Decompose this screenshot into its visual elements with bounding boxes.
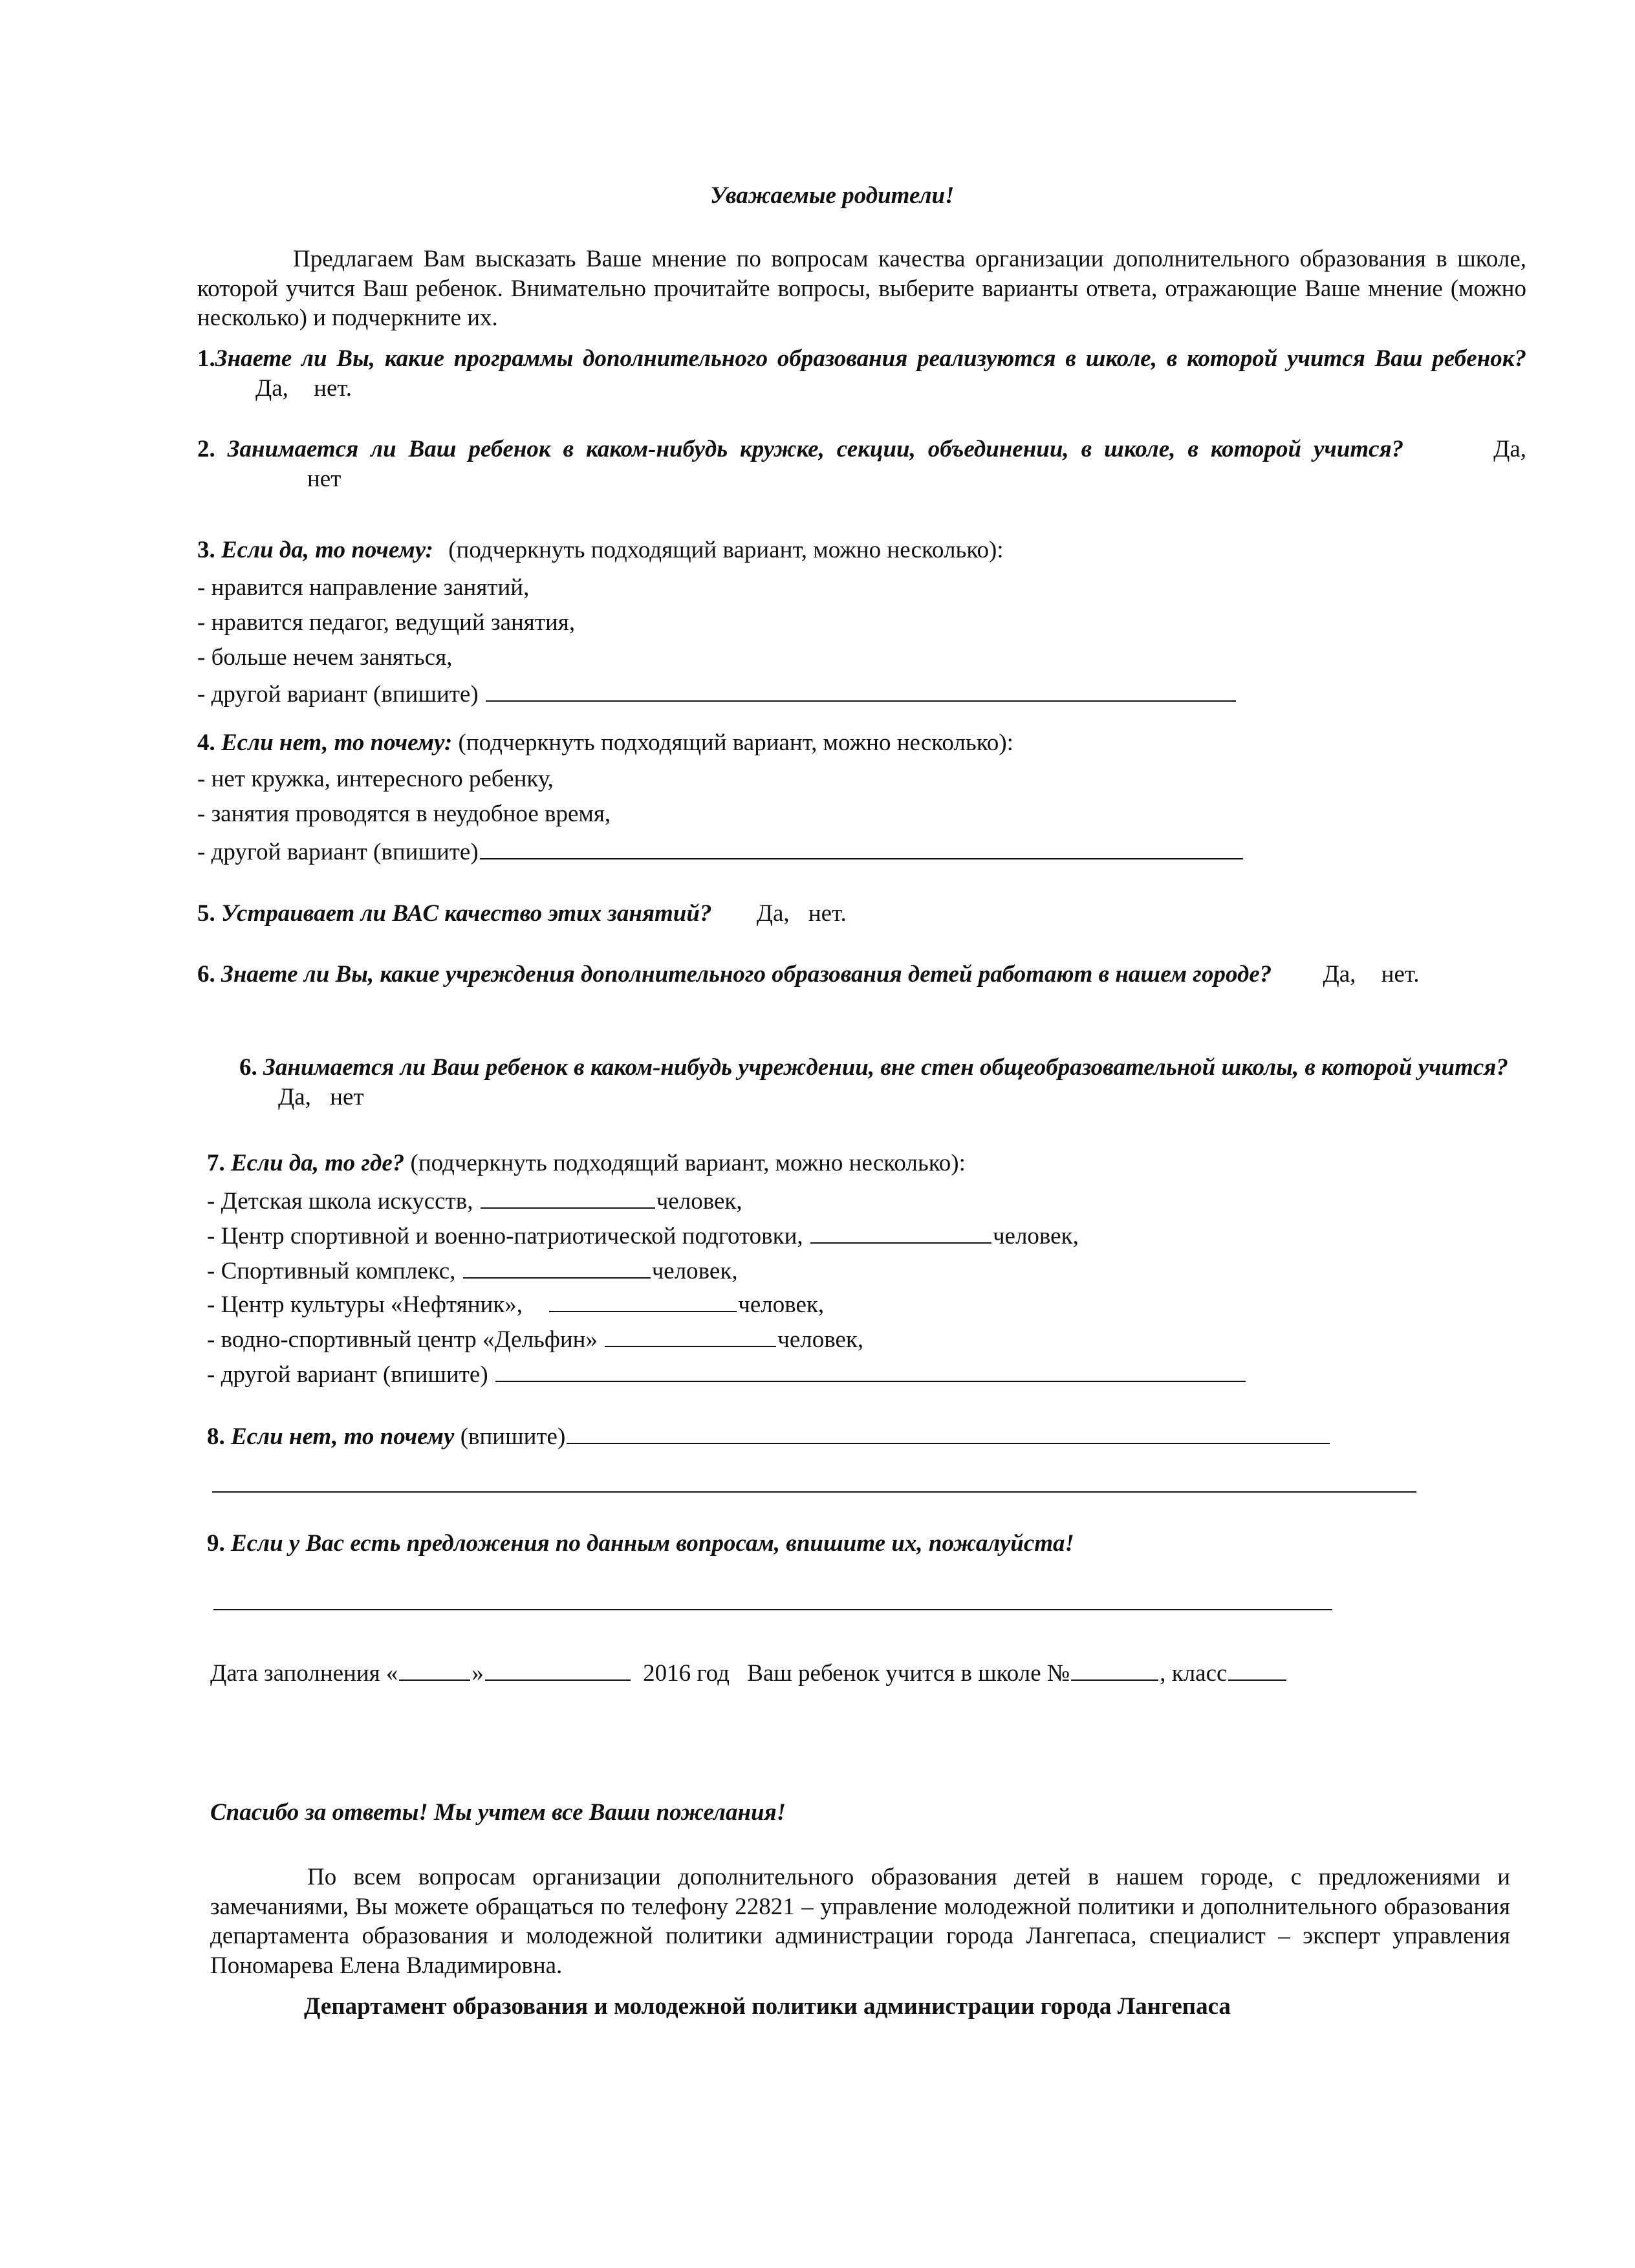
question-hint: (подчеркнуть подходящий вариант, можно несколько): (458, 729, 1013, 756)
answer-no[interactable]: нет (307, 465, 341, 492)
question-number: 5. (197, 900, 215, 927)
write-in-field[interactable] (486, 676, 1236, 702)
question-number: 4. (197, 729, 215, 756)
answer-yes[interactable]: Да, (1493, 436, 1527, 462)
question-number: 1. (197, 345, 215, 372)
write-in-field[interactable] (495, 1357, 1246, 1382)
count-field[interactable] (481, 1183, 655, 1209)
option-other (197, 834, 1244, 867)
write-in-line[interactable] (213, 1609, 1332, 1610)
date-quote: » (471, 1660, 484, 1687)
question-text: Если нет, то почему (231, 1423, 455, 1450)
question-number: 9. (207, 1530, 225, 1557)
count-field[interactable] (605, 1322, 776, 1347)
option-other (197, 676, 1237, 709)
answer-no[interactable]: нет (330, 1083, 364, 1110)
option-item[interactable]: - другой вариант (впишите) (197, 681, 479, 707)
school-number-field[interactable] (1071, 1656, 1158, 1681)
date-label: Дата заполнения « (210, 1660, 398, 1687)
question-hint: (подчеркнуть подходящий вариант, можно несколько): (448, 537, 1004, 563)
question-number: 8. (207, 1423, 225, 1450)
option-row (207, 1287, 824, 1320)
option-item[interactable]: - занятия проводятся в неудобное время, (197, 801, 611, 827)
contact-paragraph: По всем вопросам организации дополнительного образования детей в нашем городе, с предложениями и замечаниями, Вы можете обращаться по телефону 22821 – управление молодежной политики и дополнительного образования департамента образования и молодежной политики администрации города Лангепаса, специалист – эксперт управления Пономарева Елена Владимировна. (210, 1864, 1510, 1979)
option-item[interactable]: - нет кружка, интересного ребенку, (197, 766, 554, 792)
option-item[interactable]: - больше нечем заняться, (197, 644, 453, 671)
question-text: Занимается ли Ваш ребенок в каком-нибудь кружке, секции, объединении, в школе, в которой учится? (227, 436, 1404, 462)
question-6a (197, 960, 1458, 989)
option-row (207, 1183, 742, 1216)
answer-yes[interactable]: Да, (278, 1083, 311, 1110)
answer-yes[interactable]: Да, (756, 900, 790, 927)
question-text: Знаете ли Вы, какие программы дополнительного образования реализуются в школе, в которой учится Ваш ребенок? (215, 345, 1526, 372)
answer-no[interactable]: нет. (808, 900, 847, 927)
count-field[interactable] (463, 1253, 651, 1279)
question-text: Занимается ли Ваш ребенок в каком-нибудь учреждении, вне стен общеобразовательной школы, в которой учится? (263, 1054, 1508, 1081)
thanks-note: Спасибо за ответы! Мы учтем все Ваши пожелания! (210, 1799, 786, 1826)
question-number: 7. (207, 1150, 225, 1176)
question-text: Если у Вас есть предложения по данным вопросам, впишите их, пожалуйста! (231, 1530, 1074, 1557)
question-text: Устраивает ли ВАС качество этих занятий? (221, 900, 712, 927)
page-title: Уважаемые родители! (710, 182, 955, 209)
option-row (207, 1322, 863, 1355)
option-suffix: человек, (777, 1326, 864, 1353)
option-item[interactable]: - нравится направление занятий, (197, 574, 530, 601)
question-6b (239, 1053, 1526, 1112)
option-row (207, 1253, 738, 1286)
question-text: Знаете ли Вы, какие учреждения дополнительного образования детей работают в нашем городе? (221, 961, 1272, 988)
question-5 (197, 899, 847, 929)
school-label: Ваш ребенок учится в школе № (747, 1660, 1070, 1687)
write-in-field[interactable] (567, 1419, 1330, 1444)
question-text: Если нет, то почему: (221, 729, 453, 756)
option-item[interactable]: - Центр культуры «Нефтяник», (207, 1291, 523, 1318)
option-item[interactable]: - Детская школа искусств, (207, 1188, 473, 1215)
write-in-line[interactable] (212, 1491, 1416, 1493)
question-8 (207, 1419, 1331, 1452)
answer-yes[interactable]: Да, (1323, 961, 1356, 988)
date-row (210, 1656, 1288, 1689)
count-field[interactable] (810, 1218, 991, 1244)
count-field[interactable] (549, 1287, 737, 1312)
year-label: 2016 год (643, 1660, 730, 1687)
option-item[interactable]: - другой вариант (впишите) (197, 839, 479, 865)
question-hint: (подчеркнуть подходящий вариант, можно несколько): (410, 1150, 966, 1176)
option-item[interactable]: - Спортивный комплекс, (207, 1258, 456, 1284)
question-3 (197, 535, 1004, 565)
option-item[interactable]: - водно-спортивный центр «Дельфин» (207, 1326, 598, 1353)
day-field[interactable] (399, 1656, 470, 1681)
question-4 (197, 728, 1013, 758)
option-suffix: человек, (738, 1291, 825, 1318)
month-field[interactable] (485, 1656, 631, 1681)
department-signature: Департамент образования и молодежной политики администрации города Лангепаса (304, 1993, 1231, 2020)
question-hint: (впишите) (460, 1423, 566, 1450)
option-suffix: человек, (992, 1223, 1079, 1249)
question-number: 3. (197, 537, 215, 563)
question-number: 6. (239, 1054, 257, 1081)
question-2 (197, 435, 1526, 493)
option-item[interactable]: - нравится педагог, ведущий занятия, (197, 609, 576, 636)
class-field[interactable] (1228, 1656, 1286, 1681)
question-number: 2. (197, 436, 215, 462)
question-9 (207, 1529, 1074, 1559)
class-label: , класс (1160, 1660, 1228, 1687)
question-number: 6. (197, 961, 215, 988)
option-item[interactable]: - другой вариант (впишите) (207, 1361, 488, 1388)
question-text: Если да, то почему: (221, 537, 433, 563)
answer-yes[interactable]: Да, (255, 374, 288, 402)
question-text: Если да, то где? (231, 1150, 405, 1176)
answer-no[interactable]: нет. (1381, 961, 1420, 988)
option-suffix: человек, (651, 1258, 738, 1284)
option-row (207, 1218, 1079, 1251)
answer-no[interactable]: нет. (314, 374, 352, 402)
option-item[interactable]: - Центр спортивной и военно-патриотической подготовки, (207, 1223, 803, 1249)
write-in-field[interactable] (480, 834, 1243, 859)
option-suffix: человек, (656, 1188, 742, 1215)
question-1 (197, 344, 1526, 403)
intro-paragraph: Предлагаем Вам высказать Ваше мнение по вопросам качества организации дополнительного образования в школе, которой учится Ваш ребенок. Внимательно прочитайте вопросы, выберите варианты ответа, отражающие Ваше мнение (можно несколько) и подчеркните их. (197, 246, 1526, 331)
option-row (207, 1357, 1247, 1390)
question-7 (207, 1149, 966, 1178)
